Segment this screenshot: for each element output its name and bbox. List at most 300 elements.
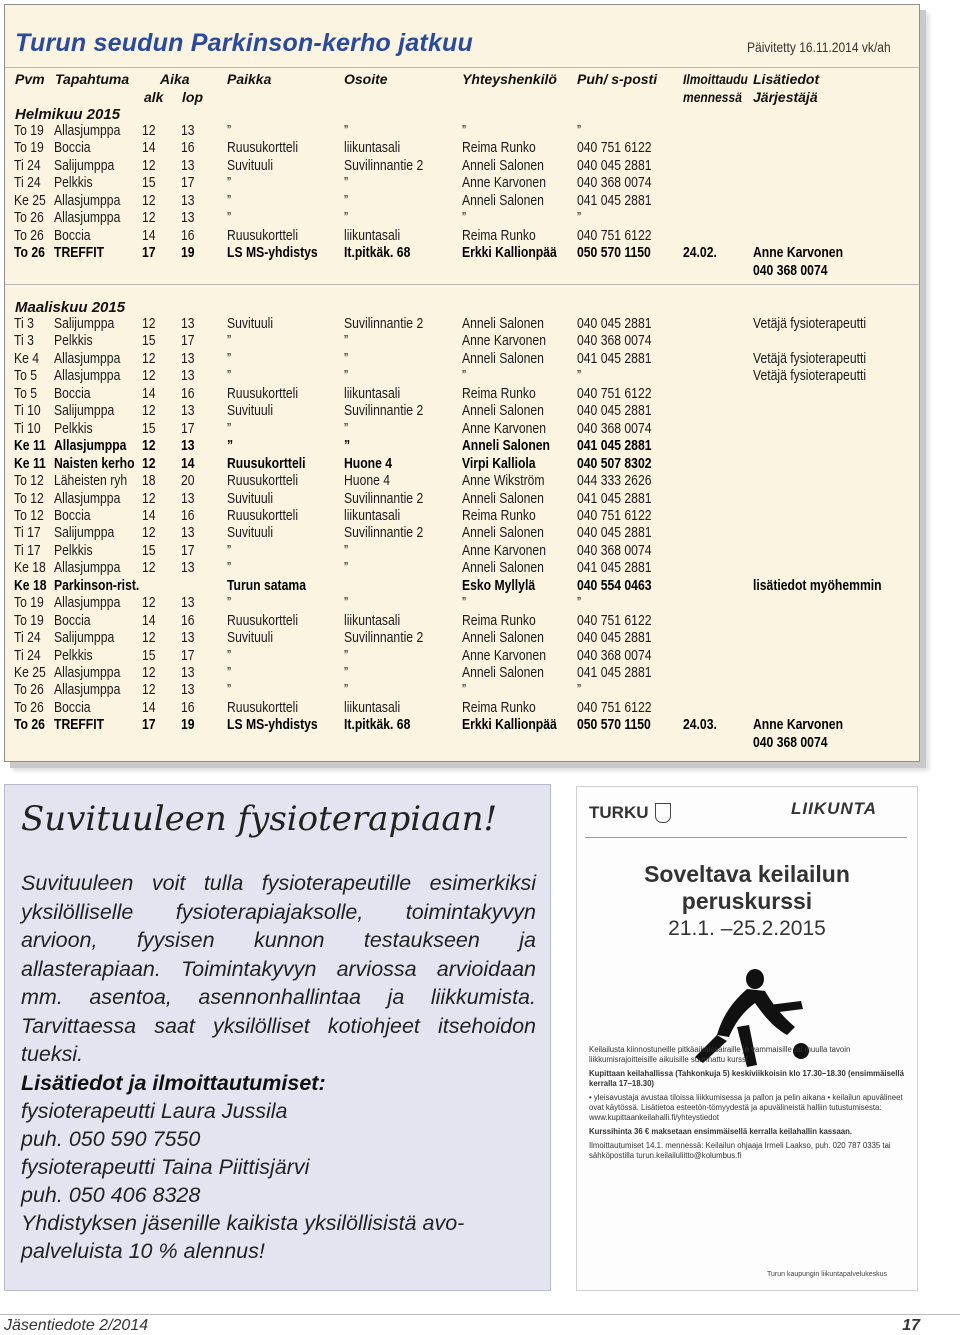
schedule-panel: [4, 4, 920, 762]
cell-place: ”: [227, 333, 232, 350]
cell-end: 19: [181, 245, 195, 262]
table-row: [5, 123, 919, 141]
cell-phone: 041 045 2881: [577, 560, 652, 577]
cell-place: Ruusukortteli: [227, 699, 299, 716]
cell-contact: Anneli Salonen: [462, 665, 544, 681]
cell-deadline: 24.02.: [683, 245, 717, 262]
cell-address: liikuntasali: [344, 507, 401, 524]
info-line: fysioterapeutti Taina Piittisjärvi: [21, 1155, 310, 1179]
cell-date: To 19: [14, 612, 44, 629]
cell-place: Ruusukortteli: [227, 227, 299, 244]
cell-contact: Anneli Salonen: [462, 525, 544, 542]
cell-contact: Anneli Salonen: [462, 192, 544, 209]
cell-address: ”: [344, 438, 351, 455]
cell-info-2: 040 368 0074: [753, 262, 828, 279]
cell-place: Suvituuli: [227, 630, 274, 647]
cell-info: Anne Karvonen: [753, 717, 844, 734]
cell-end: 16: [181, 699, 195, 716]
bowling-poster: [576, 786, 918, 1291]
cell-start: 14: [142, 140, 156, 157]
cell-event: Allasjumppa: [54, 682, 121, 699]
table-row: [5, 193, 919, 211]
divider: [585, 837, 907, 838]
cell-place: LS MS-yhdistys: [227, 245, 318, 262]
cell-phone: 040 045 2881: [577, 525, 652, 542]
cell-start: 12: [142, 368, 156, 385]
table-row: [5, 613, 919, 631]
cell-start: 14: [142, 507, 156, 524]
cell-end: 13: [181, 316, 195, 332]
cell-place: ”: [227, 123, 232, 139]
cell-end: 13: [181, 368, 195, 385]
cell-address: Huone 4: [344, 473, 391, 490]
cell-event: Allasjumppa: [54, 490, 121, 507]
cell-address: liikuntasali: [344, 612, 401, 629]
cell-start: 14: [142, 227, 156, 244]
cell-start: 12: [142, 123, 156, 139]
cell-contact: Anneli Salonen: [462, 438, 550, 455]
header-ilmoittaudu: Ilmoittaudu: [683, 71, 748, 87]
cell-contact: Anne Karvonen: [462, 333, 546, 350]
cell-phone: 040 507 8302: [577, 455, 652, 472]
cell-start: 15: [142, 647, 156, 664]
cell-address: ”: [344, 595, 349, 612]
cell-date: Ke 18: [14, 560, 46, 577]
cell-start: 12: [142, 525, 156, 542]
cell-phone: 040 368 0074: [577, 333, 652, 350]
cell-date: To 12: [14, 507, 44, 524]
cell-event: Pelkkis: [54, 542, 93, 559]
cell-event: Boccia: [54, 385, 91, 402]
cell-start: 12: [142, 682, 156, 699]
poster-para: Kupittaan keilahallissa (Tahkonkuja 5) keskiviikkoisin klo 17.30–18.30 (ensimmäisellä kerralla 17–18.30): [589, 1069, 904, 1088]
cell-info: Anne Karvonen: [753, 245, 844, 262]
cell-start: 14: [142, 699, 156, 716]
section-heading-feb: Helmikuu 2015: [15, 106, 121, 123]
cell-date: Ke 18: [14, 577, 47, 594]
cell-place: ”: [227, 420, 232, 437]
table-row: [5, 403, 919, 421]
cell-phone: 040 045 2881: [577, 630, 652, 647]
cell-phone: ”: [577, 595, 582, 612]
poster-footer: Turun kaupungin liikuntapalvelukeskus: [767, 1271, 887, 1278]
cell-phone: 040 368 0074: [577, 175, 652, 192]
cell-place: ”: [227, 542, 232, 559]
cell-contact: Reima Runko: [462, 227, 536, 244]
cell-date: To 19: [14, 123, 44, 139]
cell-end: 17: [181, 647, 195, 664]
cell-end: 16: [181, 507, 195, 524]
cell-start: 15: [142, 333, 156, 350]
cell-place: ”: [227, 368, 232, 385]
cell-date: Ke 11: [14, 438, 46, 455]
cell-date: Ke 11: [14, 455, 46, 472]
info-line: fysioterapeutti Laura Jussila: [21, 1099, 288, 1123]
table-row: [5, 491, 919, 509]
cell-deadline: 24.03.: [683, 717, 717, 734]
cell-event: Allasjumppa: [54, 210, 121, 227]
table-row: [5, 700, 919, 718]
cell-event: TREFFIT: [54, 245, 105, 262]
table-row: [5, 210, 919, 228]
cell-contact: Reima Runko: [462, 507, 536, 524]
cell-date: Ti 17: [14, 542, 41, 559]
cell-address: ”: [344, 420, 349, 437]
cell-event: Boccia: [54, 699, 91, 716]
divider: [5, 284, 919, 285]
cell-event: Allasjumppa: [54, 595, 121, 612]
cell-event: TREFFIT: [54, 717, 105, 734]
header-lisatiedot: Lisätiedot: [753, 71, 820, 87]
cell-phone: 050 570 1150: [577, 245, 651, 262]
cell-end: 14: [181, 455, 195, 472]
poster-para: Keilailusta kiinnostuneille pitkäaikaissairaille ja vammaisille tai muulla tavoin liikkumisrajoitteisille aikuisille suunnattu kurssi: [589, 1045, 851, 1064]
cell-end: 13: [181, 682, 195, 699]
cell-date: Ti 10: [14, 420, 41, 437]
info-line: puh. 050 590 7550: [21, 1127, 201, 1151]
cell-contact: Virpi Kalliola: [462, 455, 536, 472]
cell-event: Allasjumppa: [54, 438, 127, 455]
cell-phone: ”: [577, 368, 582, 385]
cell-info-2: 040 368 0074: [753, 734, 828, 751]
info-line: puh. 050 406 8328: [21, 1183, 201, 1207]
cell-date: Ti 24: [14, 647, 41, 664]
cell-phone: 040 554 0463: [577, 577, 652, 594]
table-row: [5, 630, 919, 648]
cell-place: ”: [227, 682, 232, 699]
cell-event: Allasjumppa: [54, 350, 121, 367]
cell-phone: ”: [577, 682, 582, 699]
cell-address: Suvilinnantie 2: [344, 490, 424, 507]
physio-box: [4, 784, 551, 1291]
cell-address: liikuntasali: [344, 140, 401, 157]
cell-end: 13: [181, 665, 195, 681]
cell-address: ”: [344, 123, 349, 139]
cell-event: Pelkkis: [54, 333, 93, 350]
cell-date: To 26: [14, 210, 44, 227]
cell-start: 12: [142, 630, 156, 647]
poster-headline: [577, 861, 917, 915]
cell-start: 14: [142, 385, 156, 402]
cell-phone: 040 368 0074: [577, 542, 652, 559]
cell-end: 20: [181, 473, 195, 490]
cell-event: Läheisten ryh: [54, 473, 128, 490]
cell-event: Salijumppa: [54, 403, 115, 420]
cell-event: Pelkkis: [54, 420, 93, 437]
divider: [5, 67, 919, 68]
table-row: [5, 140, 919, 158]
cell-date: To 19: [14, 140, 44, 157]
cell-address: Suvilinnantie 2: [344, 525, 424, 542]
cell-contact: Erkki Kallionpää: [462, 717, 557, 734]
cell-event: Salijumppa: [54, 630, 115, 647]
cell-date: Ke 4: [14, 350, 40, 367]
table-row: [5, 508, 919, 526]
poster-para: Kurssihinta 36 € maksetaan ensimmäisellä kerralla keilahallin kassaan.: [589, 1127, 853, 1136]
cell-place: Suvituuli: [227, 157, 274, 174]
poster-para: Ilmoittautumiset 14.1. mennessä: Keilailun ohjaaja Irmeli Laakso, puh. 020 787 0335 tai sähköpostilla turun.keilailuliitto@kolumbus.fi: [589, 1141, 891, 1160]
turku-logo: TURKU: [589, 803, 649, 822]
cell-date: To 12: [14, 473, 44, 490]
cell-phone: 041 045 2881: [577, 192, 652, 209]
cell-end: 17: [181, 175, 195, 192]
cell-contact: ”: [462, 123, 467, 139]
table-row: [5, 438, 919, 456]
cell-contact: Anne Karvonen: [462, 647, 546, 664]
cell-end: 19: [181, 717, 195, 734]
cell-info: Vetäjä fysioterapeutti: [753, 368, 867, 385]
header-lop: lop: [182, 89, 203, 105]
cell-event: Allasjumppa: [54, 560, 121, 577]
cell-contact: Anne Wikström: [462, 473, 545, 490]
cell-place: ”: [227, 192, 232, 209]
cell-end: 13: [181, 525, 195, 542]
cell-place: Suvituuli: [227, 316, 274, 332]
cell-date: Ke 25: [14, 192, 46, 209]
poster-headline-1: Soveltava keilailun: [644, 861, 850, 887]
physio-body: Suvituuleen voit tulla fysioterapeutille esimerkiksi yksilölliselle fysioterapiajaksolle, toimintakyvyn arvioon, fyysisen kunnon testaukseen ja allasterapiaan. Toimintakyvyn arviossa arvioidaan mm. asentoa, asennonhallintaa ja liikkumista. Tarvittaessa saat yksilölliset kotiohjeet itsehoidon tueksi.: [21, 871, 536, 1066]
cell-end: 16: [181, 140, 195, 157]
cell-contact: ”: [462, 682, 467, 699]
cell-info: Vetäjä fysioterapeutti: [753, 350, 867, 367]
cell-address: Huone 4: [344, 455, 393, 472]
poster-dates: 21.1. –25.2.2015: [668, 917, 826, 940]
cell-phone: 041 045 2881: [577, 350, 652, 367]
liikunta-logo: LIIKUNTA: [791, 799, 878, 818]
cell-event: Pelkkis: [54, 647, 93, 664]
cell-start: 12: [142, 490, 156, 507]
cell-phone: 040 751 6122: [577, 140, 652, 157]
table-row: [5, 368, 919, 386]
cell-place: Suvituuli: [227, 525, 274, 542]
cell-end: 13: [181, 490, 195, 507]
cell-address: ”: [344, 175, 349, 192]
schedule-title: Turun seudun Parkinson-kerho jatkuu: [15, 29, 473, 57]
cell-date: To 26: [14, 717, 45, 734]
cell-address: Suvilinnantie 2: [344, 316, 424, 332]
cell-contact: Anne Karvonen: [462, 175, 546, 192]
header-jarjestaja: Järjestäjä: [753, 89, 818, 105]
cell-start: 12: [142, 210, 156, 227]
cell-end: 13: [181, 438, 195, 455]
cell-phone: 044 333 2626: [577, 473, 652, 490]
cell-start: 12: [142, 438, 156, 455]
cell-start: 15: [142, 542, 156, 559]
cell-phone: 040 751 6122: [577, 227, 652, 244]
table-row: [5, 578, 919, 596]
cell-address: ”: [344, 192, 349, 209]
cell-contact: Reima Runko: [462, 699, 536, 716]
cell-address: Suvilinnantie 2: [344, 630, 424, 647]
cell-event: Boccia: [54, 507, 91, 524]
info-line: palveluista 10 % alennus!: [21, 1239, 265, 1263]
cell-place: ”: [227, 350, 232, 367]
cell-place: Ruusukortteli: [227, 140, 299, 157]
cell-end: 13: [181, 630, 195, 647]
cell-end: 17: [181, 420, 195, 437]
cell-date: To 19: [14, 595, 44, 612]
cell-address: Suvilinnantie 2: [344, 157, 424, 174]
table-row: [5, 525, 919, 543]
cell-place: Turun satama: [227, 577, 306, 594]
cell-event: Parkinson-rist.: [54, 577, 140, 594]
cell-end: 13: [181, 123, 195, 139]
header-aika: Aika: [160, 71, 190, 87]
cell-date: Ke 25: [14, 665, 46, 681]
table-row: [5, 245, 919, 279]
cell-end: 13: [181, 595, 195, 612]
table-row: [5, 560, 919, 578]
cell-start: 15: [142, 420, 156, 437]
cell-event: Boccia: [54, 140, 91, 157]
cell-end: 13: [181, 210, 195, 227]
cell-address: It.pitkäk. 68: [344, 245, 411, 262]
cell-start: 12: [142, 560, 156, 577]
cell-contact: Anneli Salonen: [462, 560, 544, 577]
table-row: [5, 682, 919, 700]
cell-place: LS MS-yhdistys: [227, 717, 318, 734]
cell-place: Ruusukortteli: [227, 507, 299, 524]
table-row: [5, 158, 919, 176]
cell-phone: 040 045 2881: [577, 403, 652, 420]
cell-event: Allasjumppa: [54, 192, 121, 209]
cell-end: 13: [181, 560, 195, 577]
cell-end: 16: [181, 612, 195, 629]
poster-para: • yleisavustaja avustaa tiloissa liikkumisessa ja pallon ja pelin aikana • keilailun apuvälineet ovat käytössä. Lisätietoa esteetön-tömyydestä ja apuvälineistä halliin tutustumisesta: www.kupittaankeilahalli.fi/yhteystiedot: [589, 1093, 903, 1122]
cell-date: Ti 17: [14, 525, 41, 542]
cell-contact: Anne Karvonen: [462, 420, 546, 437]
cell-phone: 041 045 2881: [577, 490, 652, 507]
header-puh: Puh/ s-posti: [577, 71, 658, 87]
cell-event: Salijumppa: [54, 316, 115, 332]
cell-address: Suvilinnantie 2: [344, 403, 424, 420]
table-row: [5, 648, 919, 666]
cell-phone: 041 045 2881: [577, 665, 652, 681]
updated-note: Päivitetty 16.11.2014 vk/ah: [747, 39, 891, 55]
cell-phone: 040 751 6122: [577, 507, 652, 524]
crest-icon: [655, 803, 671, 823]
cell-event: Allasjumppa: [54, 123, 121, 139]
header-mennessa: mennessä: [683, 89, 742, 105]
cell-start: 15: [142, 175, 156, 192]
cell-date: To 26: [14, 682, 44, 699]
cell-place: ”: [227, 210, 232, 227]
cell-place: Ruusukortteli: [227, 385, 299, 402]
cell-start: 12: [142, 595, 156, 612]
cell-event: Boccia: [54, 227, 91, 244]
table-row: [5, 717, 919, 751]
page-number: 17: [902, 1317, 920, 1334]
footer-publication: Jäsentiedote 2/2014: [4, 1317, 149, 1334]
cell-phone: 040 751 6122: [577, 385, 652, 402]
cell-start: 17: [142, 717, 156, 734]
cell-contact: Anneli Salonen: [462, 316, 544, 332]
table-row: [5, 386, 919, 404]
cell-event: Allasjumppa: [54, 665, 121, 681]
poster-headline-2: peruskurssi: [681, 888, 813, 914]
table-row: [5, 175, 919, 193]
cell-contact: Anneli Salonen: [462, 630, 544, 647]
cell-event: Salijumppa: [54, 525, 115, 542]
header-paikka: Paikka: [227, 71, 272, 87]
cell-phone: ”: [577, 123, 582, 139]
table-row: [5, 228, 919, 246]
cell-start: 12: [142, 665, 156, 681]
table-row: [5, 421, 919, 439]
cell-phone: 040 368 0074: [577, 420, 652, 437]
cell-place: ”: [227, 595, 232, 612]
cell-place: ”: [227, 175, 232, 192]
table-row: [5, 351, 919, 369]
cell-info: Vetäjä fysioterapeutti: [753, 316, 867, 332]
cell-start: 12: [142, 316, 156, 332]
cell-start: 12: [142, 192, 156, 209]
cell-address: ”: [344, 350, 349, 367]
cell-phone: 041 045 2881: [577, 438, 652, 455]
table-row: [5, 543, 919, 561]
cell-address: liikuntasali: [344, 227, 401, 244]
cell-end: 17: [181, 333, 195, 350]
cell-date: Ti 24: [14, 157, 41, 174]
cell-contact: Reima Runko: [462, 385, 536, 402]
cell-date: To 26: [14, 245, 45, 262]
cell-contact: Anneli Salonen: [462, 403, 544, 420]
cell-place: Ruusukortteli: [227, 473, 299, 490]
cell-address: ”: [344, 647, 349, 664]
cell-address: ”: [344, 560, 349, 577]
cell-event: Salijumppa: [54, 157, 115, 174]
cell-end: 16: [181, 227, 195, 244]
cell-phone: 040 045 2881: [577, 316, 652, 332]
cell-contact: Anneli Salonen: [462, 157, 544, 174]
cell-end: 13: [181, 157, 195, 174]
cell-start: 12: [142, 455, 156, 472]
cell-address: ”: [344, 682, 349, 699]
cell-start: 12: [142, 403, 156, 420]
cell-contact: Erkki Kallionpää: [462, 245, 557, 262]
poster-text: [589, 1045, 905, 1165]
cell-phone: 040 751 6122: [577, 699, 652, 716]
cell-end: 13: [181, 350, 195, 367]
footer-divider: [0, 1314, 960, 1315]
cell-contact: ”: [462, 368, 467, 385]
cell-date: Ti 3: [14, 316, 34, 332]
cell-place: ”: [227, 665, 232, 681]
cell-phone: 040 045 2881: [577, 157, 652, 174]
cell-address: ”: [344, 665, 349, 681]
cell-start: 12: [142, 350, 156, 367]
table-row: [5, 665, 919, 683]
cell-start: 12: [142, 157, 156, 174]
physio-title: Suvituuleen fysioterapiaan!: [21, 799, 498, 839]
info-line: Yhdistyksen jäsenille kaikista yksilöllisistä avo-: [21, 1211, 465, 1235]
cell-phone: 050 570 1150: [577, 717, 651, 734]
table-row: [5, 333, 919, 351]
cell-date: Ti 24: [14, 175, 41, 192]
cell-end: 13: [181, 192, 195, 209]
cell-info: lisätiedot myöhemmin: [753, 577, 882, 594]
cell-end: 17: [181, 542, 195, 559]
header-yhteyshenkilo: Yhteyshenkilö: [462, 71, 557, 87]
cell-event: Boccia: [54, 612, 91, 629]
cell-start: 17: [142, 245, 156, 262]
cell-date: Ti 24: [14, 630, 41, 647]
cell-contact: Anne Karvonen: [462, 542, 546, 559]
cell-event: Allasjumppa: [54, 368, 121, 385]
cell-start: 18: [142, 473, 156, 490]
cell-place: Ruusukortteli: [227, 612, 299, 629]
cell-phone: 040 751 6122: [577, 612, 652, 629]
